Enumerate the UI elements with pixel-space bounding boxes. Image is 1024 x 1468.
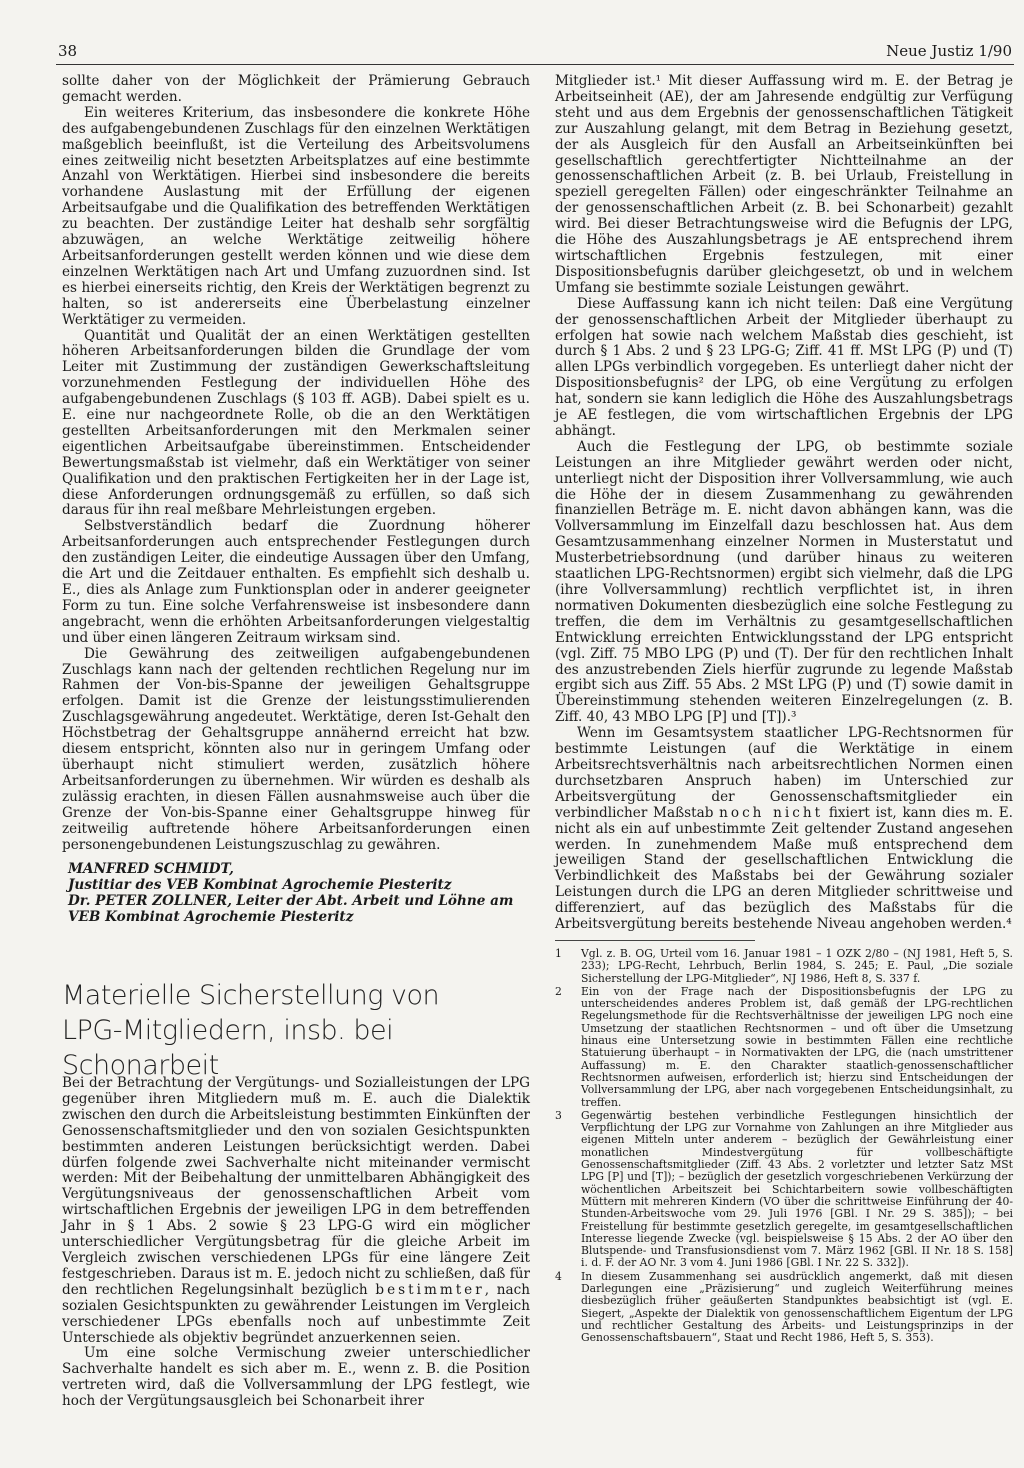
footnote-number: 2 <box>555 984 562 998</box>
paragraph: Quantität und Qualität der an einen Werktätigen gestellten höheren Arbeitsanforderungen bilden die Grundlage der vom Leiter mit Zustimmung der zuständigen Gewerkschaftsleitung vorzunehmenden Festlegung der individuellen Höhe des aufgabengebundenen Zuschlags (§ 103 ff. AGB). Dabei spielt es u. E. eine nur nachgeordnete Rolle, ob die an den Werktätigen gestellten Arbeitsanforderungen mit den Merkmalen seiner eigentlichen Arbeitsaufgabe übereinstimmen. Entscheidender Bewertungsmaßstab ist vielmehr, daß ein Werktätiger von seiner Qualifikation und den praktischen Fertigkeiten her in der Lage ist, diese Anforderungen ordnungsgemäß zu erfüllen, so daß sich daraus für ihn real meßbare Mehrleistungen ergeben. <box>62 327 530 519</box>
author-name: Dr. PETER ZOLLNER, <box>68 893 232 910</box>
text-run: fixiert ist, kann dies m. E. nicht als ein auf unbestimmte Zeit geltender Zustand angesehen werden. In zunehmendem Maße muß entsprechend dem jeweiligen Stand der gesellschaftlichen Entwicklung die Verbindlichkeit des Maßstabs bei der Gewährung sozialer Leistungen durch die LPG an deren Mitglieder schrittweise und differenziert, auf das bezüglich des Maßstabs für die Arbeitsvergütung bereits bestehende Niveau angehoben werden.⁴ <box>555 804 1013 933</box>
left-column <box>62 74 530 925</box>
footnote-text: Ein von der Frage nach der Dispositionsbefugnis der LPG zu unterscheidendes anderes Problem ist, daß gemäß der LPG-rechtlichen Regelungsmethode für die Rechtsverhältnisse der jeweiligen LPG noch eine Umsetzung der staatlichen Rechtsnormen – und oft über die Umsetzung hinaus eine Untersetzung sowie in bestimmten Fällen eine rechtliche Statuierung überhaupt – in Normativakten der LPG, die (nach umstrittener Auffassung) m. E. den Charakter staatlich-genossenschaftlicher Rechtsnormen aufweisen, erforderlich ist; hierzu sind Entscheidungen der Vollversammlung der LPG, aber nach vorgegebenen Entscheidungsinhalt, zu treffen. <box>581 984 1013 1109</box>
emphasis-text: noch nicht <box>719 804 824 821</box>
footnote <box>555 1110 1013 1270</box>
section-title-line: Materielle Sicherstellung von <box>62 980 440 1011</box>
paragraph: Ein weiteres Kriterium, das insbesondere die konkrete Höhe des aufgabengebundenen Zuschlags für den einzelnen Werktätigen maßgeblich beeinflußt, ist die Verteilung des Arbeitsvolumens eines zeitweilig nicht besetzten Arbeitsplatzes auf eine bestimmte Anzahl von Werktätigen. Hierbei sind insbesondere die bereits vorhandene Auslastung mit der Erfüllung der eigenen Arbeitsaufgabe und die Qualifikation des betreffenden Werktätigen zu beachten. Der zuständige Leiter hat deshalb sehr sorgfältig abzuwägen, an welche Werktätige zeitweilig höhere Arbeitsanforderungen gestellt werden können und wie diese dem einzelnen Werktätigen nach Art und Umfang zuzuordnen sind. Ist es hierbei einerseits richtig, den Kreis der Werktätigen begrenzt zu halten, so ist andererseits eine Überbelastung einzelner Werktätiger zu vermeiden. <box>62 104 530 328</box>
paragraph: Um eine solche Vermischung zweier unterschiedlicher Sachverhalte handelt es sich aber m. E., wenn z. B. die Position vertreten wird, daß die Vollversammlung der LPG festlegt, wie hoch der Vergütungsausgleich bei Schonarbeit ihrer <box>62 1345 530 1410</box>
paragraph <box>555 726 1013 933</box>
paragraph <box>62 1076 530 1346</box>
footnote-text: In diesem Zusammenhang sei ausdrücklich angemerkt, daß mit diesen Darlegungen eine „Präzisierung“ und zugleich Weiterführung meines diesbezüglich früher geäußerten Standpunktes beabsichtigt ist (vgl. E. Siegert, „Aspekte der Dialektik von genossenschaftlichem Eigentum der LPG und rechtlicher Gestaltung des Arbeits- und Leistungsprinzips in der Genossenschaftsbauern“, Staat und Recht 1986, Heft 5, S. 353). <box>581 1269 1013 1345</box>
footnotes <box>555 948 1013 1346</box>
right-column-text <box>555 74 1013 933</box>
journal-title: Neue Justiz 1/90 <box>886 42 1012 60</box>
paragraph: Mitglieder ist.¹ Mit dieser Auffassung wird m. E. der Betrag je Arbeitseinheit (AE), der am Jahresende endgültig zur Verfügung steht und aus dem Ergebnis der genossenschaftlichen Tätigkeit zur Auszahlung gelangt, mit dem Betrag in Beziehung gesetzt, der als Ausgleich für den Ausfall an Arbeitseinkünften bei gesellschaftlich gerechtfertigter Nichtteilnahme an der genossenschaftlichen Arbeit (z. B. bei Urlaub, Freistellung in speziell geregelten Fällen) oder eingeschränkter Teilnahme an der genossenschaftlichen Arbeit (z. B. bei Schonarbeit) gezahlt wird. Bei dieser Betrachtungsweise wird die Befugnis der LPG, die Höhe des Auszahlungsbetrags je AE entsprechend ihrem wirtschaftlichen Ergebnis festzulegen, mit einer Dispositionsbefugnis darüber gleichgesetzt, ob und in welchem Umfang sie bestimmte soziale Leistungen gewährt. <box>555 73 1013 296</box>
emphasis-text: bestimmter <box>375 1281 485 1298</box>
footnote <box>555 986 1013 1109</box>
footnote-text: Gegenwärtig bestehen verbindliche Festlegungen hinsichtlich der Verpflichtung der LPG zur Vornahme von Zahlungen an ihre Mitglieder aus eigenen Mitteln unter anderem – bezüglich der Gewährleistung einer monatlichen Mindestvergütung für vollbeschäftigte Genossenschaftsmitglieder (Ziff. 43 Abs. 2 vorletzter und letzter Satz MSt LPG [P] und [T]); – bezüglich der gesetzlich vorgeschriebenen Verkürzung der wöchentlichen Arbeitszeit bei Schichtarbeitern sowie vollbeschäftigten Müttern mit mehreren Kindern (VO über die schrittweise Einführung der 40-Stunden-Arbeitswoche vom 29. Juli 1976 [GBl. I Nr. 29 S. 385]); – bei Freistellung für bestimmte gesetzlich geregelte, im gesamtgesellschaftlichen Interesse liegende Zwecke (vgl. beispielsweise § 15 Abs. 2 der AO über den Blutspende- und Transfusionsdienst vom 7. März 1962 [GBl. II Nr. 18 S. 158] i. d. F. der AO Nr. 3 vom 4. Juni 1986 [GBl. I Nr. 22 S. 332]). <box>581 1108 1013 1270</box>
left-column-text <box>62 74 530 853</box>
text-run: Bei der Betrachtung der Vergütungs- und Sozialleistungen der LPG gegenüber ihren Mitgliedern muß m. E. auch die Dialektik zwischen den durch die Arbeitsleistung bestimmten Einkünften der Genossenschaftsmitglieder und den von sozialen Gesichtspunkten bestimmten anderen Leistungen berücksichtigt werden. Dabei dürfen folgende zwei Sachverhalte nicht miteinander vermischt werden: Mit der Beibehaltung der unmittelbaren Abhängigkeit des Vergütungsniveaus der genossenschaftlichen Arbeit vom wirtschaftlichen Ergebnis der jeweiligen LPG in dem betreffenden Jahr in § 1 Abs. 2 sowie § 23 LPG-G wird ein möglicher unterschiedlicher Vergütungsbetrag für die gleiche Arbeit im Vergleich zwischen verschiedenen LPGs für eine längere Zeit festgeschrieben. Daraus ist m. E. jedoch nicht zu schließen, daß für den rechtlichen Regelungsinhalt bezüglich <box>62 1075 530 1298</box>
text-run: Wenn im Gesamtsystem staatlicher LPG-Rechtsnormen für bestimmte Leistungen (auf die Werktätige in einem Arbeitsrechtsverhältnis nach arbeitsrechtlichen Normen einen durchsetzbaren Anspruch haben) im Unterschied zur Arbeitsvergütung der Genossenschaftsmitglieder ein verbindlicher Maßstab <box>555 725 1013 821</box>
header-rule <box>56 64 1014 65</box>
footnote-number: 1 <box>555 947 562 960</box>
page-number: 38 <box>58 42 78 60</box>
author-role: Leiter der Abt. Arbeit und Löhne am VEB Kombinat Agrochemie Piesteritz <box>68 893 514 926</box>
section-body <box>62 1076 530 1410</box>
author-role: Justitiar des VEB Kombinat Agrochemie Piesteritz <box>68 877 452 894</box>
author-name: MANFRED SCHMIDT, <box>68 861 234 878</box>
author-signature <box>62 861 530 925</box>
footnote <box>555 1271 1013 1345</box>
paragraph: Selbstverständlich bedarf die Zuordnung höherer Arbeitsanforderungen auch entsprechender Festlegungen durch den zuständigen Leiter, die eindeutige Aussagen über den Umfang, die Art und die Zeitdauer enthalten. Es empfiehlt sich deshalb u. E., dies als Anlage zum Funktionsplan oder in anderer geeigneter Form zu tun. Eine solche Verfahrensweise ist insbesondere dann angebracht, wenn die erhöhten Arbeitsanforderungen vielgestaltig und über einen längeren Zeitraum wirksam sind. <box>62 518 530 646</box>
footnote-text: Vgl. z. B. OG, Urteil vom 16. Januar 1981 – 1 OZK 2/80 – (NJ 1981, Heft 5, S. 233); LPG-Recht, Lehrbuch, Berlin 1984, S. 245; E. Paul, „Die soziale Sicherstellung der LPG-Mitglieder“, NJ 1986, Heft 8, S. 337 f. <box>581 947 1013 985</box>
paragraph: Diese Auffassung kann ich nicht teilen: Daß eine Vergütung der genossenschaftlichen Arbeit der Mitglieder überhaupt zu erfolgen hat sowie nach welchem Maßstab dies geschieht, ist durch § 1 Abs. 2 und § 23 LPG-G; Ziff. 41 ff. MSt LPG (P) und (T) allen LPGs verbindlich vorgegeben. Es unterliegt daher nicht der Dispositionsbefugnis² der LPG, ob eine Vergütung zu erfolgen hat, sondern sie kann lediglich die Höhe des Auszahlungsbetrags je AE festlegen, die vom wirtschaftlichen Ergebnis der LPG abhängt. <box>555 295 1013 439</box>
section-title-line: LPG-Mitgliedern, insb. bei Schonarbeit <box>62 1015 394 1081</box>
footnote-number: 4 <box>555 1269 562 1283</box>
footnote-rule <box>555 940 755 941</box>
text-run: , nach sozialen Gesichtspunkten zu gewährender Leistungen im Vergleich verschiedener LPGs ebenfalls noch auf unbestimmte Zeit Unterschiede als objektiv begründet anzuerkennen seien. <box>62 1281 531 1346</box>
paragraph: Die Gewährung des zeitweiligen aufgabengebundenen Zuschlags kann nach der geltenden rechtlichen Regelung nur im Rahmen der Von-bis-Spanne der jeweiligen Gehaltsgruppe erfolgen. Damit ist die Grenze der leistungsstimulierenden Zuschlagsgewährung angedeutet. Werktätige, deren Ist-Gehalt den Höchstbetrag der Gehaltsgruppe annähernd erreicht hat bzw. diesem entspricht, könnten also nur in geringem Umfang oder überhaupt nicht stimuliert werden, zusätzlich höhere Arbeitsanforderungen zu übernehmen. Wir würden es deshalb als zulässig erachten, in diesen Fällen ausnahmsweise auch über die Grenze der Von-bis-Spanne einer Gehaltsgruppe hinweg für zeitweilig auftretende höhere Arbeitsanforderungen einen personengebundenen Leistungszuschlag zu gewähren. <box>62 645 530 853</box>
footnote <box>555 948 1013 985</box>
footnote-number: 3 <box>555 1108 562 1122</box>
right-column <box>555 74 1013 933</box>
paragraph: Auch die Festlegung der LPG, ob bestimmte soziale Leistungen an ihre Mitglieder gewährt werden oder nicht, unterliegt nicht der Disposition ihrer Vollversammlung, wie auch die Höhe der in diesem Zusammenhang zu gewährenden finanziellen Beträge m. E. nicht davon abhängen kann, was die Vollversammlung im Einzelfall dazu beschlossen hat. Aus dem Gesamtzusammenhang einzelner Normen in Musterstatut und Musterbetriebsordnung (und darüber hinaus zu weiteren staatlichen LPG-Rechtsnormen) ergibt sich vielmehr, daß die LPG (ihre Vollversammlung) rechtlich verpflichtet ist, in ihren normativen Dokumenten diesbezüglich eine solche Festlegung zu treffen, die dem im Verhältnis zu gesamtgesellschaftlichen Entwicklung erreichten Entwicklungsstand der LPG entspricht (vgl. Ziff. 75 MBO LPG (P) und (T). Der für den rechtlichen Inhalt des anzustrebenden Ziels hierfür zugrunde zu legende Maßstab ergibt sich aus Ziff. 55 Abs. 2 MSt LPG (P) und (T) sowie damit in Übereinstimmung stehenden weiteren Einzelregelungen (z. B. Ziff. 40, 43 MBO LPG [P] und [T]).³ <box>555 438 1013 726</box>
paragraph: sollte daher von der Möglichkeit der Prämierung Gebrauch gemacht werden. <box>62 73 530 105</box>
section-title <box>62 978 532 1083</box>
